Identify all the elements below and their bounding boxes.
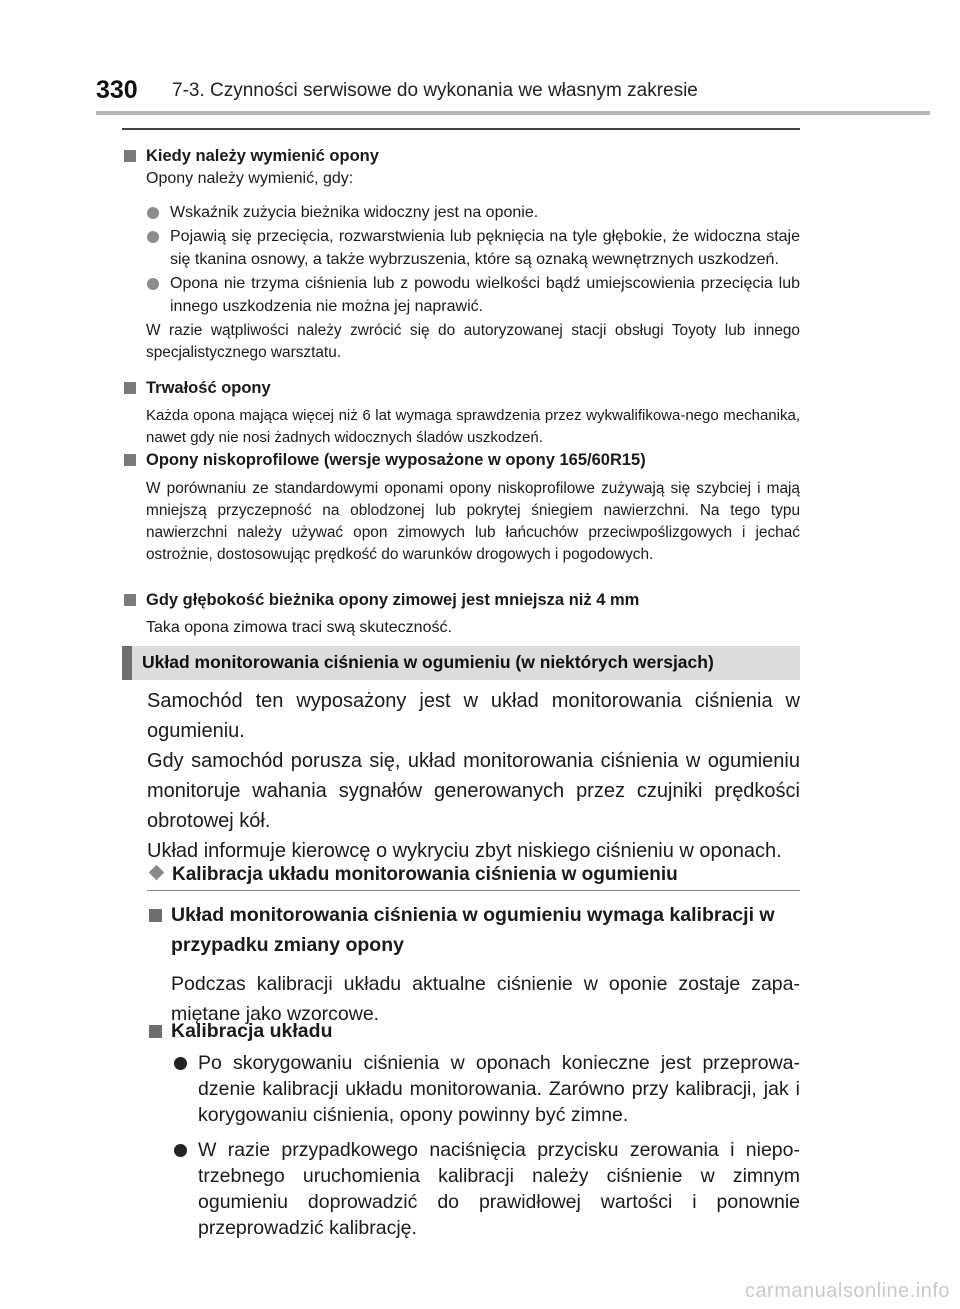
chapter-title: 7-3. Czynności serwisowe do wykonania we własnym zakresie	[172, 80, 698, 101]
square-bullet-icon	[124, 150, 136, 162]
section-calibration-required	[147, 900, 800, 1029]
section-heading: Układ monitorowania ciśnienia w ogumieniu wymaga kalibracji w przypadku zmiany opony	[147, 900, 800, 960]
section-bar-edge	[122, 646, 132, 680]
page-number: 330	[96, 76, 138, 104]
list-item: Wskaźnik zużycia bieżnika widoczny jest na oponie.	[122, 202, 800, 225]
section-note: W razie wątpliwości należy zwrócić się do autoryzowanej stacji obsługi Toyoty lub innego specjalistycznego warsztatu.	[146, 322, 800, 361]
section-when-replace	[122, 144, 800, 364]
header-rule	[96, 111, 930, 115]
circle-bullet-icon	[147, 207, 159, 219]
paragraph: Samochód ten wyposażony jest w układ monitorowania ciśnienia w ogumieniu.	[147, 690, 800, 742]
list-item: Opona nie trzyma ciśnienia lub z powodu wielkości bądź umiejscowienia przecięcia lub innego uszkodzenia nie można jej naprawić.	[122, 273, 800, 318]
section-text: Podczas kalibracji układu aktualne ciśnienie w oponie zostaje zapa-miętane jako wzorcowe.	[171, 973, 800, 1025]
list-item: W razie przypadkowego naciśnięcia przycisku zerowania i niepo-trzebnego uruchomienia kalibracji należy ciśnienie w zimnym ogumieniu doprowadzić do prawidłowej wartości i ponownie przeprowadzić kalibrację.	[171, 1137, 800, 1241]
section-winter-tread	[122, 588, 800, 640]
section-text: Taka opona zimowa traci swą skuteczność.	[146, 619, 452, 636]
subsection-heading: Kalibracja układu monitorowania ciśnienia w ogumieniu	[147, 864, 800, 886]
section-calibration	[147, 1016, 800, 1241]
circle-bullet-icon	[174, 1144, 187, 1157]
square-bullet-icon	[149, 909, 162, 922]
subsection-rule	[147, 890, 800, 891]
circle-bullet-icon	[174, 1057, 187, 1070]
intro-paragraphs	[147, 686, 800, 866]
section-low-profile	[122, 448, 800, 566]
square-bullet-icon	[149, 1025, 162, 1038]
section-heading: Opony niskoprofilowe (wersje wyposażone w opony 165/60R15)	[122, 448, 800, 472]
section-bar-title: Układ monitorowania ciśnienia w ogumieniu (w niektórych wersjach)	[142, 652, 714, 672]
diamond-bullet-icon	[149, 865, 165, 881]
circle-bullet-icon	[147, 231, 159, 243]
section-heading: Gdy głębokość bieżnika opony zimowej jest mniejsza niż 4 mm	[122, 588, 800, 612]
section-text: Każda opona mająca więcej niż 6 lat wymaga sprawdzenia przez wykwalifikowa-nego mechanika, nawet gdy nie nosi żadnych widocznych śladów uszkodzeń.	[146, 407, 800, 446]
paragraph: Układ informuje kierowcę o wykryciu zbyt niskiego ciśnieniu w oponach.	[147, 840, 782, 862]
list-item: Po skorygowaniu ciśnienia w oponach konieczne jest przeprowa-dzenie kalibracji układu monitorowania. Zarówno przy kalibracji, jak i korygowaniu ciśnienia, opony powinny być zimne.	[171, 1050, 800, 1128]
square-bullet-icon	[124, 594, 136, 606]
section-tire-life	[122, 376, 800, 449]
section-heading: Trwałość opony	[122, 376, 800, 400]
section-heading: Kiedy należy wymienić opony	[122, 144, 800, 168]
list-item: Pojawią się przecięcia, rozwarstwienia lub pęknięcia na tyle głębokie, że widoczna staje się tkanina osnowy, a także wybrzuszenia, które są oznaką wewnętrznych uszkodzeń.	[122, 226, 800, 271]
section-text: W porównaniu ze standardowymi oponami opony niskoprofilowe zużywają się szybciej i mają mniejszą przyczepność na oblodzonej lub pokrytej śniegiem nawierzchni. Na tego typu nawierzchni należy używać opon zimowych lub łańcuchów przeciwpoślizgowych i jechać ostrożnie, dostosowując prędkość do warunków drogowych i pogodowych.	[146, 480, 800, 563]
page-header	[0, 0, 960, 118]
watermark: carmanualsonline.info	[744, 1280, 950, 1302]
square-bullet-icon	[124, 382, 136, 394]
square-bullet-icon	[124, 454, 136, 466]
paragraph: Gdy samochód porusza się, układ monitorowania ciśnienia w ogumieniu monitoruje wahania sygnałów generowanych przez czujniki prędkości obrotowej kół.	[147, 750, 800, 832]
section-heading: Kalibracja układu	[147, 1016, 800, 1046]
circle-bullet-icon	[147, 278, 159, 290]
section-bar	[122, 646, 800, 680]
section-intro: Opony należy wymienić, gdy:	[146, 170, 354, 187]
top-divider	[122, 128, 800, 130]
